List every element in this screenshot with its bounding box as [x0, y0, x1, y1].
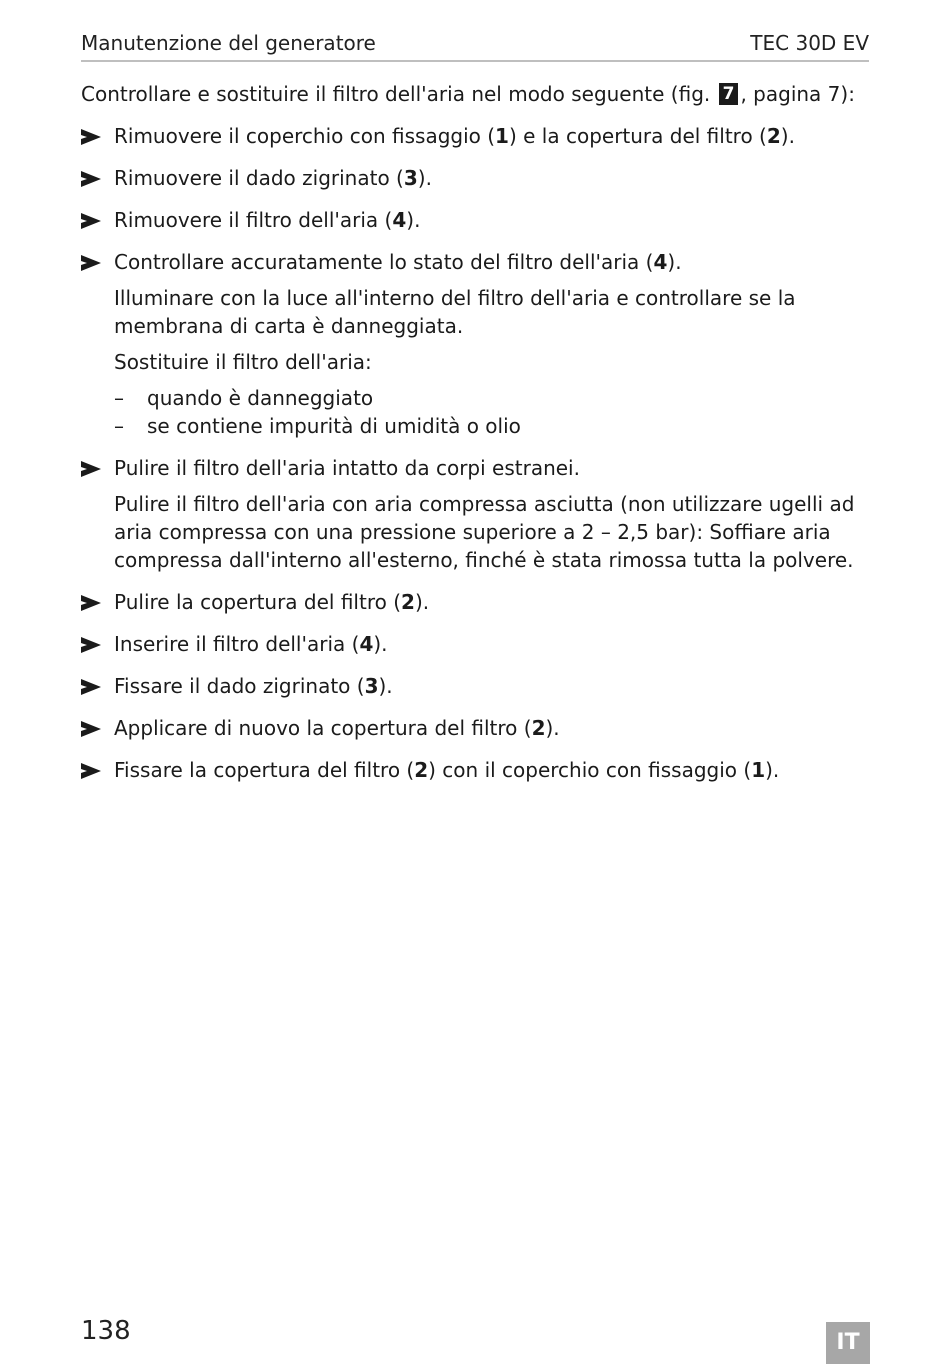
arrow-bullet-icon	[81, 637, 101, 653]
language-badge: IT	[826, 1322, 870, 1364]
step-text: Rimuovere il coperchio con fissaggio (1) e la copertura del filtro (2).	[114, 124, 795, 148]
arrow-bullet-icon	[81, 679, 101, 695]
list-item: – quando è danneggiato	[114, 386, 374, 410]
page-header	[81, 29, 869, 62]
arrow-bullet-icon	[81, 763, 101, 779]
step-text: Fissare la copertura del filtro (2) con il coperchio con fissaggio (1).	[114, 758, 780, 782]
list-item: – se contiene impurità di umidità o olio	[114, 414, 521, 438]
intro-paragraph	[81, 80, 871, 108]
step-text: Controllare accuratamente lo stato del filtro dell'aria (4).	[114, 250, 682, 274]
page-content	[81, 80, 871, 798]
step-3	[81, 206, 871, 234]
section-title: Manutenzione del generatore	[81, 31, 376, 55]
model-name: TEC 30D EV	[750, 31, 869, 55]
step-text: Pulire la copertura del filtro (2).	[114, 590, 430, 614]
step-1	[81, 122, 871, 150]
step-text: Rimuovere il filtro dell'aria (4).	[114, 208, 421, 232]
arrow-bullet-icon	[81, 129, 101, 145]
dash-icon: –	[114, 414, 124, 438]
step-text: Inserire il filtro dell'aria (4).	[114, 632, 388, 656]
dash-icon: –	[114, 386, 124, 410]
step-text: Applicare di nuovo la copertura del filtro (2).	[114, 716, 560, 740]
figure-reference-badge: 7	[719, 83, 739, 105]
page-number: 138	[81, 1316, 131, 1346]
step-text: Fissare il dado zigrinato (3).	[114, 674, 393, 698]
step-8	[81, 672, 871, 700]
arrow-bullet-icon	[81, 595, 101, 611]
step-detail: Pulire il filtro dell'aria con aria compressa asciutta (non utilizzare ugelli ad aria compressa con una pressione superiore a 2 – 2,5 bar): Soffiare aria compressa dall'interno all'esterno, finché è stata rimossa tutta la polvere.	[114, 492, 855, 572]
step-detail: Sostituire il filtro dell'aria:	[114, 350, 372, 374]
step-2	[81, 164, 871, 192]
step-7	[81, 630, 871, 658]
arrow-bullet-icon	[81, 461, 101, 477]
step-6	[81, 588, 871, 616]
arrow-bullet-icon	[81, 255, 101, 271]
intro-text-after: , pagina 7):	[740, 82, 855, 106]
step-10	[81, 756, 871, 784]
step-detail: Illuminare con la luce all'interno del filtro dell'aria e controllare se la membrana di carta è danneggiata.	[114, 286, 796, 338]
replacement-conditions-list	[114, 384, 871, 440]
step-4	[81, 248, 871, 440]
step-5	[81, 454, 871, 574]
intro-text-before: Controllare e sostituire il filtro dell'aria nel modo seguente (fig.	[81, 82, 717, 106]
arrow-bullet-icon	[81, 213, 101, 229]
step-text: Rimuovere il dado zigrinato (3).	[114, 166, 432, 190]
arrow-bullet-icon	[81, 721, 101, 737]
arrow-bullet-icon	[81, 171, 101, 187]
step-text: Pulire il filtro dell'aria intatto da corpi estranei.	[114, 456, 580, 480]
step-9	[81, 714, 871, 742]
